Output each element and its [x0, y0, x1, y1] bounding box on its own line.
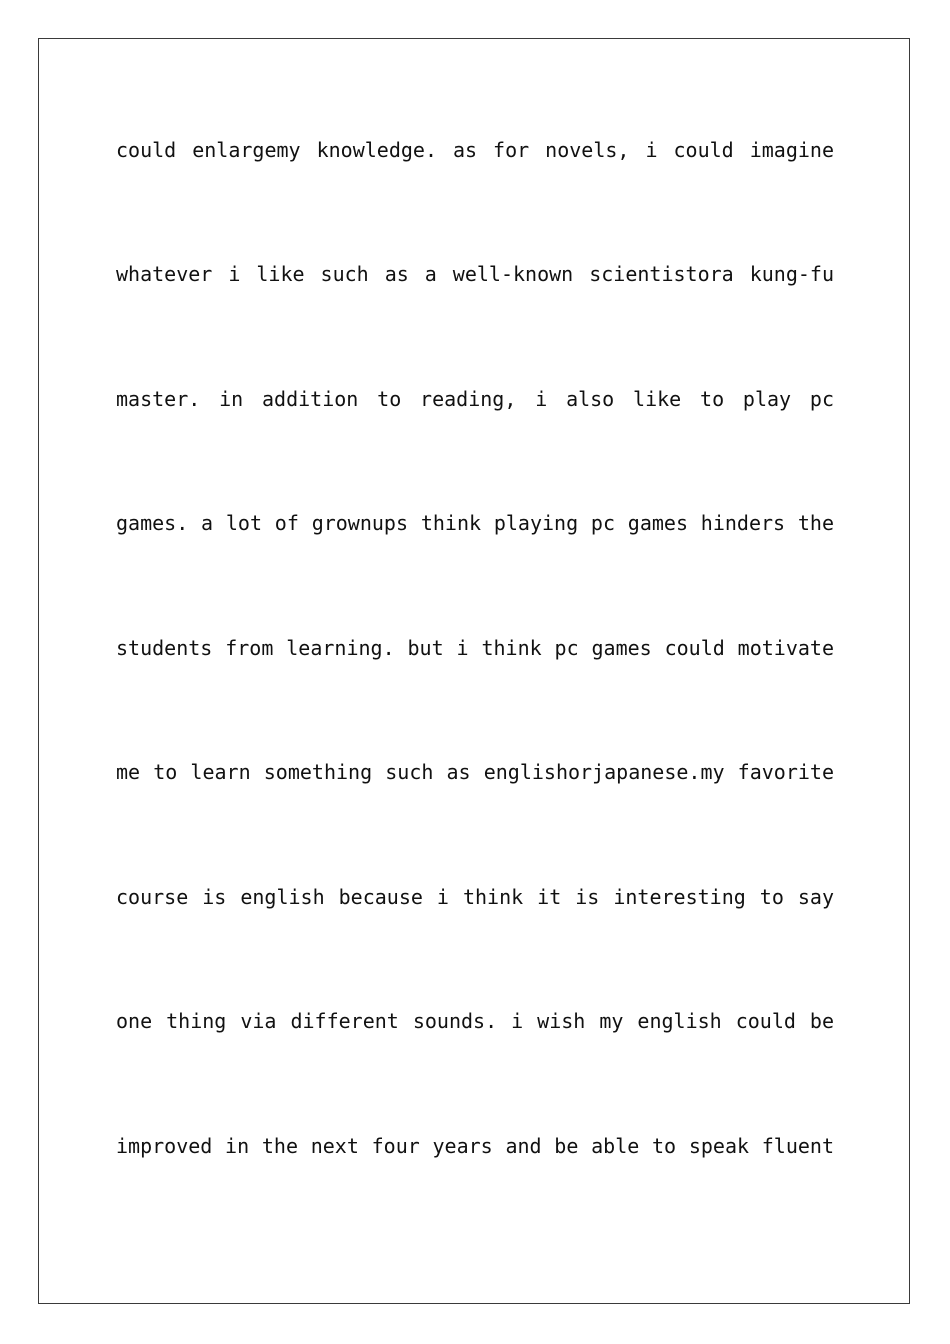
- text-line-8: one thing via different sounds. i wish my english could be: [116, 1009, 834, 1033]
- text-line-3: master. in addition to reading, i also like to play pc: [116, 387, 834, 411]
- page-border: [38, 38, 910, 1304]
- text-line-4: games. a lot of grownups think playing pc games hinders the: [116, 511, 834, 535]
- text-line-6: me to learn something such as englishorjapanese.my favorite: [116, 760, 834, 784]
- text-line-2: whatever i like such as a well-known scientistora kung-fu: [116, 262, 834, 286]
- text-line-7: course is english because i think it is interesting to say: [116, 885, 834, 909]
- text-line-1: could enlargemy knowledge. as for novels, i could imagine: [116, 138, 834, 162]
- text-line-5: students from learning. but i think pc games could motivate: [116, 636, 834, 660]
- text-line-9: improved in the next four years and be able to speak fluent: [116, 1134, 834, 1158]
